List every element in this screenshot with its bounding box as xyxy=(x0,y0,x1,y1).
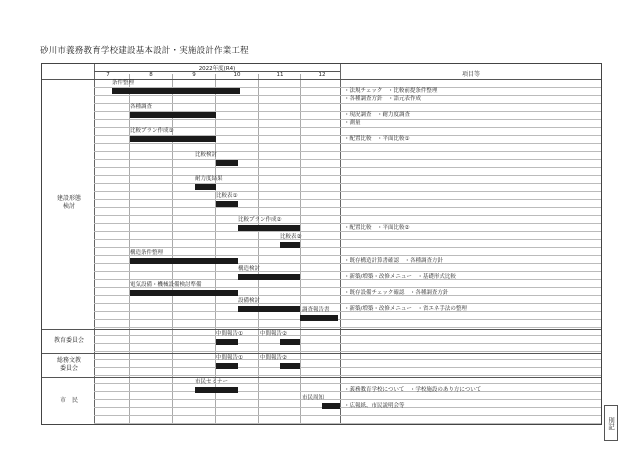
task-label: 中間報告② xyxy=(260,331,287,337)
gantt-bar xyxy=(322,403,340,409)
row-line xyxy=(94,183,601,184)
gantt-bar xyxy=(216,363,238,369)
gantt-bar xyxy=(195,184,216,190)
gantt-bar xyxy=(238,306,300,312)
row-line xyxy=(94,175,601,176)
gantt-bar xyxy=(280,363,300,369)
task-label: 比較プラン作成① xyxy=(130,128,174,134)
year-label: 2022年度(R4) xyxy=(198,66,236,72)
items-header: 項目等 xyxy=(461,71,480,78)
row-line xyxy=(94,351,601,352)
task-label: 電気設備・機械設備検討準備 xyxy=(130,282,202,288)
row-line xyxy=(94,215,601,216)
attachment-stamp: 別記 xyxy=(604,405,618,441)
gantt-bar xyxy=(300,315,338,321)
row-line xyxy=(94,103,601,104)
month-label: 11 xyxy=(276,72,284,78)
row-line xyxy=(94,415,601,416)
task-label: 市民周知 xyxy=(302,395,325,401)
month-label: 12 xyxy=(318,72,326,78)
month-label: 7 xyxy=(106,72,110,78)
task-label: 比較プラン作成② xyxy=(238,217,282,223)
row-line xyxy=(94,303,601,304)
task-label: 市民セミナー xyxy=(195,379,229,385)
task-label: 耐力度結果 xyxy=(195,176,223,182)
row-line xyxy=(94,327,601,328)
task-label: 比較検討 xyxy=(195,152,218,158)
row-line xyxy=(94,159,601,160)
row-line xyxy=(94,255,601,256)
task-label: 比較表① xyxy=(216,193,238,199)
note-item: ・配置比較 ・平面比較① xyxy=(344,136,410,142)
row-line xyxy=(94,383,601,384)
row-line xyxy=(94,199,601,200)
gantt-bar xyxy=(130,290,238,296)
row-line xyxy=(94,231,601,232)
task-label: 中間報告① xyxy=(216,355,243,361)
row-line xyxy=(94,151,601,152)
row-line xyxy=(94,239,601,240)
row-line xyxy=(94,343,601,344)
note-item: ・現況調査 ・耐力度調査 xyxy=(344,112,411,118)
row-line xyxy=(94,167,601,168)
group-label-kentou: 建設形態 検討 xyxy=(56,195,81,210)
row-line xyxy=(94,367,601,368)
note-item: ・法規チェック ・比較前提条件整理 xyxy=(344,88,438,94)
task-label: 設備検討 xyxy=(238,298,261,304)
gantt-bar xyxy=(216,339,238,345)
task-label: 中間報告② xyxy=(260,355,287,361)
row-line xyxy=(94,375,601,376)
gantt-bar xyxy=(280,242,300,248)
row-line xyxy=(94,399,601,400)
gantt-bar xyxy=(238,274,300,280)
note-item: ・配置比較 ・平面比較② xyxy=(344,225,410,231)
group-label-shimin: 市 民 xyxy=(59,397,78,404)
note-item: ・新築/増築・改修メニュー ・省エネ手法の整理 xyxy=(344,306,467,312)
row-line xyxy=(94,319,601,320)
note-item: ・既存設備チェック確認 ・各種調査方針 xyxy=(344,290,449,296)
group-label-kyouiku: 教育委員会 xyxy=(53,337,84,344)
note-item: ・義務教育学校について ・学校施設のあり方について xyxy=(344,387,482,393)
row-line xyxy=(94,423,601,424)
task-label: 各種調査 xyxy=(130,104,153,110)
gantt-bar xyxy=(280,339,300,345)
gantt-bar xyxy=(130,112,216,118)
task-label: 構造条件整理 xyxy=(130,250,164,256)
group-divider xyxy=(42,353,601,354)
gantt-bar xyxy=(238,225,300,231)
row-line xyxy=(94,271,601,272)
group-divider xyxy=(42,329,601,330)
task-label: 条件整理 xyxy=(112,80,135,86)
gantt-bar xyxy=(130,258,238,264)
task-label: 調査報告書 xyxy=(302,307,330,313)
task-label: 中間報告① xyxy=(216,331,243,337)
row-line xyxy=(94,207,601,208)
note-item: ・広報紙、市民説明会等 xyxy=(344,403,405,409)
month-label: 9 xyxy=(192,72,196,78)
month-label: 10 xyxy=(233,72,241,78)
gantt-bar xyxy=(130,136,216,142)
note-item: ・新築/増築・改修メニュー ・基礎形式比較 xyxy=(344,274,456,280)
note-item: ・既存構造計算書確認 ・各種調査方針 xyxy=(344,258,444,264)
gantt-bar xyxy=(195,387,238,393)
note-item: ・測量 xyxy=(344,120,361,126)
group-divider xyxy=(42,377,601,378)
schedule-table xyxy=(41,63,602,425)
notes-column-divider xyxy=(340,64,341,424)
gantt-bar xyxy=(216,160,238,166)
row-line xyxy=(94,335,601,336)
header-divider xyxy=(94,71,340,72)
row-line xyxy=(94,143,601,144)
row-line xyxy=(94,223,601,224)
gantt-bar xyxy=(216,201,238,207)
gantt-bar xyxy=(112,88,240,94)
task-label: 比較表② xyxy=(280,234,302,240)
group-label-soumu: 総務文教 委員会 xyxy=(56,357,81,372)
task-label: 構造検討 xyxy=(238,266,261,272)
row-line xyxy=(94,191,601,192)
row-line xyxy=(94,359,601,360)
page-title: 砂川市義務教育学校建設基本設計・実施設計作業工程 xyxy=(40,46,249,56)
note-item: ・各種調査方針 ・語元表作成 xyxy=(344,96,422,102)
row-line xyxy=(94,247,601,248)
month-label: 8 xyxy=(149,72,153,78)
group-column-divider xyxy=(94,64,95,424)
